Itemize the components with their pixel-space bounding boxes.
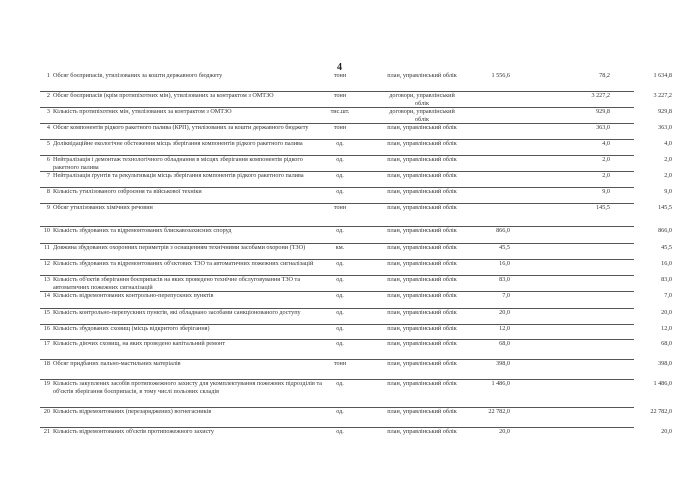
table-row — [40, 379, 672, 407]
row-unit: од. — [336, 260, 344, 267]
row-number: 7 — [46, 172, 50, 179]
row-name: Доліквідаційне екологічне обстеження місць зберігання компонентів рідкого ракетного палива — [53, 140, 303, 147]
row-total: 7,0 — [664, 292, 672, 299]
row-value-1: 398,0 — [496, 360, 510, 367]
row-source: план, управлінський облік — [387, 172, 457, 179]
table-row — [40, 123, 672, 139]
row-number: 13 — [43, 276, 50, 283]
row-value-2: 145,5 — [596, 204, 610, 211]
row-value-2: 78,2 — [599, 72, 610, 79]
row-number: 10 — [43, 227, 50, 234]
row-unit: км. — [335, 244, 345, 251]
row-name: Обсяг придбаних пально-мастильних матеріалів — [53, 360, 181, 367]
row-number: 6 — [46, 156, 50, 163]
row-total: 68,0 — [661, 340, 672, 347]
row-value-2: 4,0 — [602, 140, 610, 147]
row-source: план, управлінський облік — [387, 428, 457, 435]
row-name: Кількість об'єктів зберігання боєприпасів на яких проведено технічне обслуговування ТЗО та автоматичних пожежних сигналізацій — [53, 276, 301, 291]
row-value-1: 20,0 — [499, 309, 510, 316]
row-source: план, управлінський облік — [387, 380, 457, 387]
row-name: Кількість протипіхотних мін, утилізованих за контрактом з ОМТЗО — [53, 108, 232, 115]
row-number: 18 — [43, 360, 50, 367]
table-row — [40, 427, 672, 448]
table-row — [40, 139, 672, 155]
row-value-1: 866,0 — [496, 227, 510, 234]
table-row — [40, 359, 672, 379]
row-number: 12 — [43, 260, 50, 267]
row-source: план, управлінський облік — [387, 309, 457, 316]
row-source: план, управлінський облік — [387, 72, 457, 79]
table-row — [40, 324, 672, 339]
row-total: 12,0 — [661, 325, 672, 332]
row-unit: од. — [336, 340, 344, 347]
row-name: Нейтралізація ґрунтів та рекультивація місць зберігання компонентів рідкого ракетного палива — [53, 172, 304, 179]
table-row — [40, 155, 672, 171]
row-source: план, управлінський облік — [387, 188, 457, 195]
row-value-1: 68,0 — [499, 340, 510, 347]
row-name: Кількість відремонтованих об'єктів протипожежного захисту — [53, 428, 215, 435]
row-number: 9 — [46, 204, 50, 211]
row-name: Довжина збудованих охоронних периметрів з оснащенням технічними засобами охорони (ТЗО) — [53, 244, 306, 251]
row-unit: тонн — [333, 92, 347, 99]
table-row — [40, 243, 672, 259]
row-name: Кількість діючих сховищ, на яких проведено капітальний ремонт — [53, 340, 226, 347]
table-row — [40, 171, 672, 187]
row-number: 20 — [43, 408, 50, 415]
row-unit: од. — [336, 188, 344, 195]
row-total: 4,0 — [664, 140, 672, 147]
row-source: план, управлінський облік — [387, 140, 457, 147]
row-number: 14 — [43, 292, 50, 299]
row-unit: тонн — [333, 204, 347, 211]
table-row — [40, 275, 672, 291]
table-row — [40, 203, 672, 226]
table-row — [40, 291, 672, 308]
table-row — [40, 72, 672, 91]
row-unit: од. — [336, 309, 344, 316]
row-number: 4 — [46, 124, 50, 131]
row-number: 19 — [43, 380, 50, 387]
row-total: 22 782,0 — [650, 408, 672, 415]
row-value-1: 20,0 — [499, 428, 510, 435]
row-total: 1 486,0 — [653, 380, 672, 387]
row-name: Кількість утилізованого озброєння та військової техніки — [53, 188, 202, 195]
row-source: план, управлінський облік — [387, 244, 457, 251]
table-row — [40, 407, 672, 427]
row-value-1: 22 782,0 — [488, 408, 510, 415]
row-unit: тис.шт. — [330, 108, 350, 115]
row-total: 16,0 — [661, 260, 672, 267]
row-number: 21 — [43, 428, 50, 435]
row-total: 83,0 — [661, 276, 672, 283]
row-total: 145,5 — [658, 204, 672, 211]
row-unit: од. — [336, 408, 344, 415]
row-value-2: 2,0 — [602, 156, 610, 163]
row-number: 5 — [46, 140, 50, 147]
row-value-1: 1 486,0 — [491, 380, 510, 387]
row-unit: тонн — [333, 72, 347, 79]
row-total: 2,0 — [664, 172, 672, 179]
row-unit: од. — [336, 325, 344, 332]
row-source: план, управлінський облік — [387, 227, 457, 234]
row-source: план, управлінський облік — [387, 156, 457, 163]
table-row — [40, 259, 672, 275]
row-value-2: 3 227,2 — [591, 92, 610, 99]
row-total: 45,5 — [661, 244, 672, 251]
row-source: план, управлінський облік — [387, 340, 457, 347]
row-unit: од. — [336, 227, 344, 234]
row-name: Кількість закуплених засобів протипожежного захисту для укомплектування пожежних підрозділів та об'єктів зберігання боєприпасів, в тому числі польових складів — [53, 380, 322, 395]
table-row — [40, 308, 672, 324]
row-unit: од. — [336, 292, 344, 299]
row-name: Кількість відремонтованих контрольно-перепускних пунктів — [53, 292, 214, 299]
row-source: план, управлінський облік — [387, 124, 457, 131]
page-number: 4 — [337, 62, 342, 73]
row-value-2: 2,0 — [602, 172, 610, 179]
row-total: 1 634,8 — [653, 72, 672, 79]
row-value-1: 12,0 — [499, 325, 510, 332]
row-name: Нейтралізація і демонтаж технологічного обладнання в місцях зберігання компонентів рідкого ракетного палива — [53, 156, 303, 171]
table-row — [40, 187, 672, 203]
row-number: 16 — [43, 325, 50, 332]
row-name: Кількість збудованих сховищ (місць відкритого зберігання) — [53, 325, 210, 332]
row-unit: од. — [336, 156, 344, 163]
row-unit: од. — [336, 276, 344, 283]
row-name: Кількість збудованих та відремонтованих об'єктових ТЗО та автоматичних пожежних сигналізацій — [53, 260, 314, 267]
row-source: план, управлінський облік — [387, 260, 457, 267]
table-row — [40, 107, 672, 123]
row-value-1: 1 556,6 — [491, 72, 510, 79]
row-total: 929,8 — [658, 108, 672, 115]
row-name: Обсяг боєприпасів (крім протипіхотних мін), утилізованих за контрактом з ОМТЗО — [53, 92, 274, 99]
row-source: договори, управлінський облік — [389, 108, 455, 123]
row-source: план, управлінський облік — [387, 325, 457, 332]
row-value-2: 363,0 — [596, 124, 610, 131]
row-name: Кількість збудованих та відремонтованих блискавозахисних споруд — [53, 227, 232, 234]
row-total: 363,0 — [658, 124, 672, 131]
row-source: план, управлінський облік — [387, 276, 457, 283]
row-value-1: 7,0 — [502, 292, 510, 299]
row-name: Кількість контрольно-перепускних пунктів, які обладнано засобами санкціонованого доступу — [53, 309, 301, 316]
row-unit: тонн — [333, 124, 347, 131]
row-number: 11 — [44, 244, 50, 251]
row-source: договори, управлінський облік — [389, 92, 455, 107]
table-row — [40, 226, 672, 243]
row-total: 20,0 — [661, 428, 672, 435]
row-name: Обсяг компонентів рідкого ракетного палива (КРП), утилізованих за кошти державного бюджету — [53, 124, 309, 131]
row-name: Обсяг утилізованих хімічних речовин — [53, 204, 153, 211]
table-row — [40, 339, 672, 359]
row-name: Обсяг боєприпасів, утилізованих за кошти державного бюджету — [53, 72, 223, 79]
row-value-1: 83,0 — [499, 276, 510, 283]
row-unit: од. — [336, 380, 344, 387]
row-unit: од. — [336, 172, 344, 179]
row-source: план, управлінський облік — [387, 204, 457, 211]
row-number: 3 — [46, 108, 50, 115]
row-number: 15 — [43, 309, 50, 316]
row-value-1: 45,5 — [499, 244, 510, 251]
row-total: 3 227,2 — [653, 92, 672, 99]
row-unit: од. — [336, 140, 344, 147]
row-number: 8 — [46, 188, 50, 195]
row-number: 2 — [46, 92, 50, 99]
row-number: 17 — [43, 340, 50, 347]
row-value-2: 929,8 — [596, 108, 610, 115]
row-total: 9,0 — [664, 188, 672, 195]
row-total: 20,0 — [661, 309, 672, 316]
row-total: 398,0 — [658, 360, 672, 367]
row-value-1: 16,0 — [499, 260, 510, 267]
row-source: план, управлінський облік — [387, 408, 457, 415]
row-source: план, управлінський облік — [387, 292, 457, 299]
row-source: план, управлінський облік — [387, 360, 457, 367]
row-unit: тонн — [333, 360, 347, 367]
row-unit: од. — [336, 428, 344, 435]
row-name: Кількість відремонтованих (перезаряджених) вогнегасників — [53, 408, 212, 415]
row-number: 1 — [46, 72, 50, 79]
indicators-table — [40, 72, 672, 448]
row-total: 866,0 — [658, 227, 672, 234]
row-value-2: 9,0 — [602, 188, 610, 195]
table-row — [40, 91, 672, 107]
row-total: 2,0 — [664, 156, 672, 163]
